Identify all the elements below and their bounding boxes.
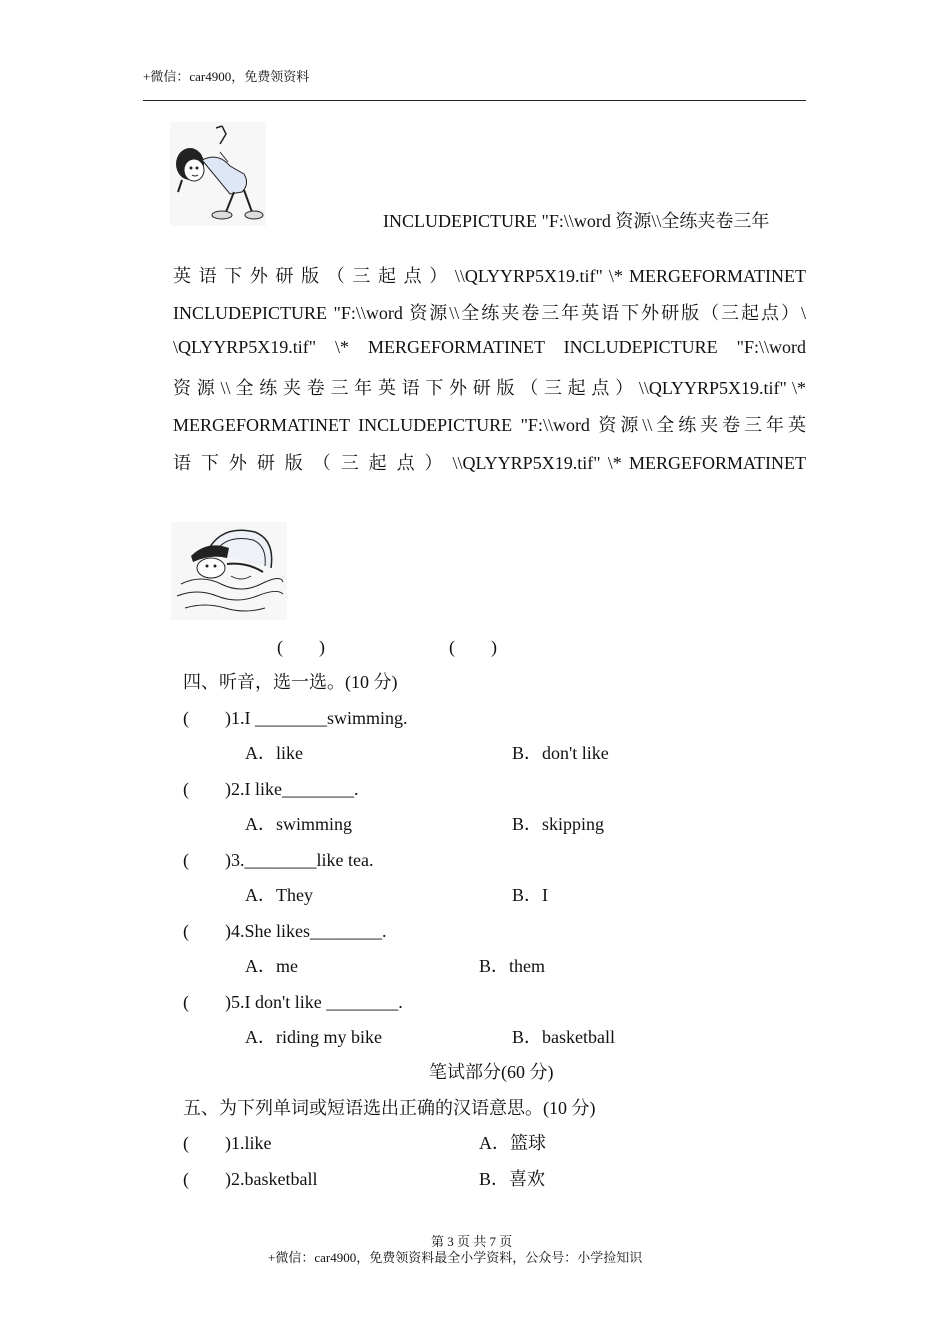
option-b[interactable]: B．skipping: [512, 814, 605, 834]
question-stem: ( )5.I don't like ________.: [183, 992, 403, 1012]
question-stem: ( )4.She likes________.: [183, 921, 387, 941]
option-a[interactable]: A．me: [245, 956, 298, 976]
boy-swimming-illustration: [171, 522, 287, 620]
option-a[interactable]: A．swimming: [245, 814, 353, 834]
option-b[interactable]: B．basketball: [512, 1027, 615, 1047]
question-stem: ( )2.I like________.: [183, 779, 359, 799]
match-option: B．喜欢: [479, 1169, 546, 1189]
match-option: A．篮球: [479, 1133, 546, 1153]
answer-blank-1[interactable]: ( ): [277, 637, 325, 657]
include-line-3: INCLUDEPICTURE "F:\\word 资源\\全练夹卷三年英语下外研版（三起点）\: [173, 303, 806, 323]
option-b[interactable]: B．don't like: [512, 743, 609, 763]
girl-stretching-illustration: [170, 122, 266, 226]
include-line-7: 语 下 外 研 版 （ 三 起 点 ） \\QLYYRP5X19.tif" \* MERGEFORMATINET: [173, 453, 806, 473]
section5-title: 五、为下列单词或短语选出正确的汉语意思。(10 分): [183, 1098, 596, 1118]
include-line-2: 英 语 下 外 研 版 （ 三 起 点 ） \\QLYYRP5X19.tif" \* MERGEFORMATINET: [173, 266, 806, 286]
page-number: 第 3 页 共 7 页: [431, 1234, 513, 1249]
question-stem: ( )3.________like tea.: [183, 850, 374, 870]
written-part-title: 笔试部分(60 分): [429, 1062, 554, 1082]
header-rule: [143, 100, 806, 101]
option-a[interactable]: A．like: [245, 743, 303, 763]
match-item: ( )2.basketball: [183, 1169, 318, 1189]
include-line-5: 资 源 \\ 全 练 夹 卷 三 年 英 语 下 外 研 版 （ 三 起 点 ） \\QLYYRP5X19.tif" \*: [173, 378, 806, 398]
include-line-4: \QLYYRP5X19.tif" \* MERGEFORMATINET INCLUDEPICTURE "F:\\word: [173, 337, 806, 357]
footer-note: +微信：car4900，免费领资料最全小学资料，公众号：小学捡知识: [268, 1250, 643, 1265]
question-stem: ( )1.I ________swimming.: [183, 708, 408, 728]
section4-title: 四、听音，选一选。(10 分): [183, 672, 398, 692]
include-line-1: INCLUDEPICTURE "F:\\word 资源\\全练夹卷三年: [383, 211, 770, 231]
page-header: +微信：car4900，免费领资料: [143, 69, 310, 84]
answer-blank-2[interactable]: ( ): [449, 637, 497, 657]
option-b[interactable]: B．I: [512, 885, 548, 905]
option-a[interactable]: A．riding my bike: [245, 1027, 382, 1047]
match-item: ( )1.like: [183, 1133, 272, 1153]
option-b[interactable]: B．them: [479, 956, 545, 976]
option-a[interactable]: A．They: [245, 885, 313, 905]
include-line-6: MERGEFORMATINET INCLUDEPICTURE "F:\\word 资源\\全练夹卷三年英: [173, 415, 806, 435]
